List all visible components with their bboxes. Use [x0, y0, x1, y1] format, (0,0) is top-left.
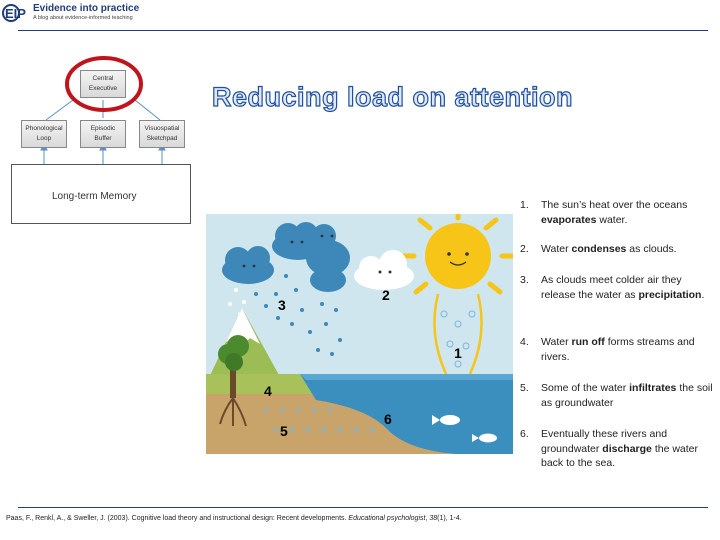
- visuospatial-sketchpad-box: [139, 120, 185, 148]
- step-number: 4.: [520, 336, 529, 348]
- citation-volume: 38: [429, 515, 438, 522]
- citation-journal: Educational psychologist: [348, 515, 426, 522]
- footer-divider: [18, 507, 708, 508]
- step-number: 1.: [520, 199, 529, 211]
- episodic-buffer-line2: Buffer: [94, 135, 112, 142]
- citation-pages: (1), 1-4.: [437, 515, 462, 522]
- step-number: 3.: [520, 274, 529, 286]
- step-text: As clouds meet colder air they release the water as precipitation.: [541, 274, 705, 301]
- step-number: 6.: [520, 428, 529, 440]
- step-text: Water condenses as clouds.: [541, 243, 677, 255]
- step-number: 2.: [520, 243, 529, 255]
- label-4: 4: [264, 383, 272, 399]
- visuospatial-sketchpad-line1: Visuospatial: [144, 125, 180, 132]
- episodic-buffer-line1: Episodic: [90, 125, 116, 132]
- central-executive-box: [80, 70, 126, 98]
- water-cycle-image: [206, 214, 513, 454]
- citation: [6, 515, 462, 522]
- phonological-loop-line1: Phonological: [25, 125, 63, 132]
- water-cycle-illustration: [206, 214, 513, 454]
- citation-separator: ,: [425, 515, 430, 522]
- slide-title: Reducing load on attention: [212, 82, 573, 112]
- logo-letters: EIP: [5, 6, 26, 21]
- step-text: The sun’s heat over the oceans evaporates water.: [541, 199, 688, 226]
- step-text: Eventually these rivers and groundwater discharge the water back to the sea.: [541, 428, 699, 469]
- visuospatial-sketchpad-line2: Sketchpad: [146, 135, 178, 142]
- episodic-buffer-box: [80, 120, 126, 148]
- label-2: 2: [382, 287, 390, 303]
- step-text: Water run off forms streams and rivers.: [541, 336, 695, 363]
- phonological-loop-box: [21, 120, 67, 148]
- long-term-memory-label: Long-term Memory: [52, 191, 137, 202]
- label-5: 5: [280, 423, 288, 439]
- label-1: 1: [454, 345, 462, 361]
- step-text: Some of the water infiltrates the soil as groundwater: [541, 382, 713, 409]
- label-3: 3: [278, 297, 286, 313]
- step-number: 5.: [520, 382, 529, 394]
- label-6: 6: [384, 411, 392, 427]
- citation-authors: Paas, F., Renkl, A., & Sweller, J. (2003). Cognitive load theory and instructional design: Recent developments.: [6, 515, 349, 522]
- central-executive-line1: Central: [92, 75, 114, 82]
- central-executive-line2: Executive: [88, 85, 118, 92]
- logo-title[interactable]: Evidence into practice: [33, 3, 140, 14]
- logo-subtitle: A blog about evidence-informed teaching: [33, 15, 133, 21]
- phonological-loop-line2: Loop: [36, 135, 52, 142]
